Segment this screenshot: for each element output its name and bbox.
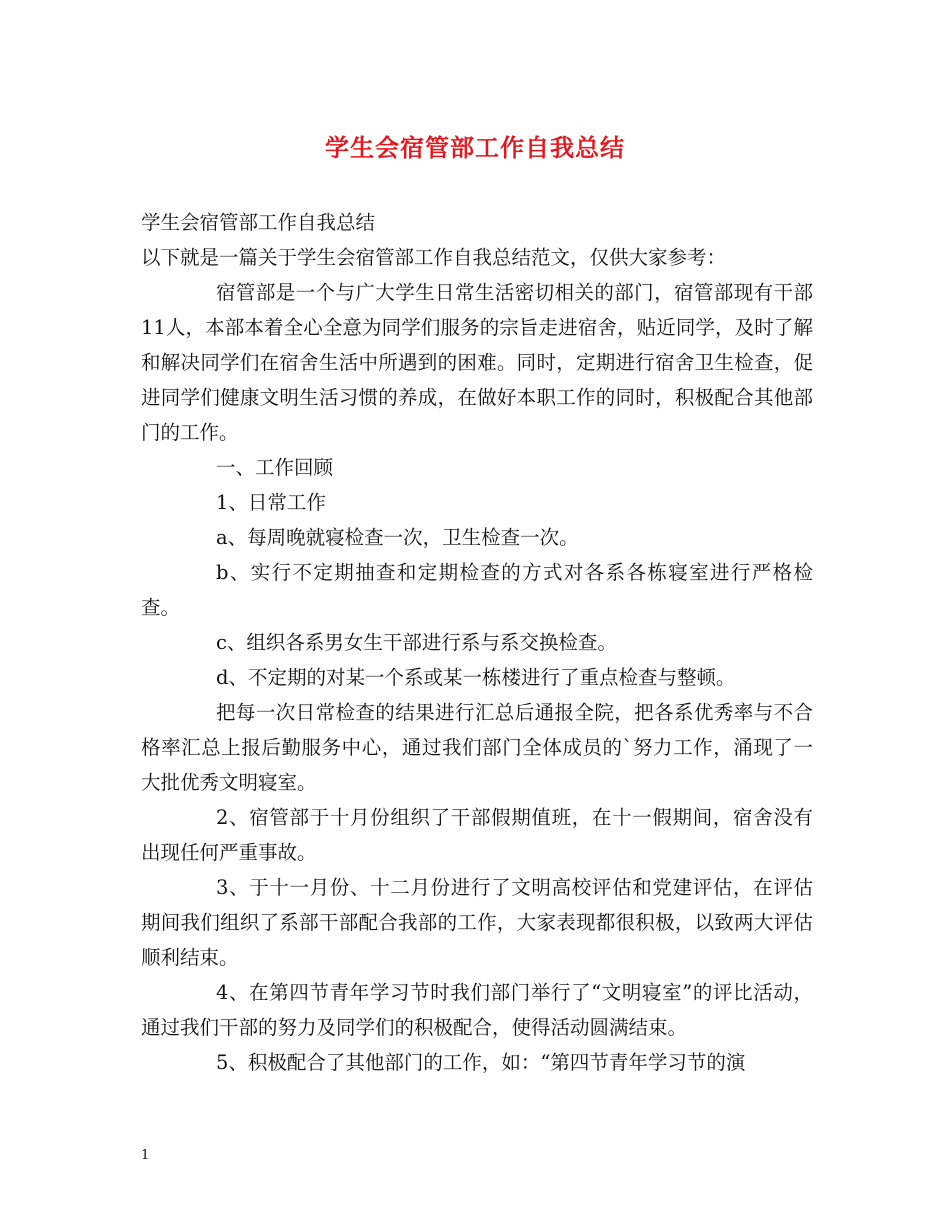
page-number: 1 [141, 1148, 150, 1163]
paragraph: 2、宿管部于十月份组织了干部假期值班，在十一假期间，宿舍没有出现任何严重事故。 [141, 806, 813, 864]
paragraph: 学生会宿管部工作自我总结 [141, 211, 376, 234]
document-body [141, 205, 813, 1080]
paragraph: 宿管部是一个与广大学生日常生活密切相关的部门，宿管部现有干部11人，本部本着全心全意为同学们服务的宗旨走进宿舍，贴近同学，及时了解和解决同学们在宿舍生活中所遇到的困难。同时，定期进行宿舍卫生检查，促进同学们健康文明生活习惯的养成，在做好本职工作的同时，积极配合其他部门的工作。 [141, 281, 813, 444]
paragraph: 3、于十一月份、十二月份进行了文明高校评估和党建评估，在评估期间我们组织了系部干部配合我部的工作，大家表现都很积极，以致两大评估顺利结束。 [141, 876, 813, 969]
paragraph: 4、在第四节青年学习节时我们部门举行了“文明寝室”的评比活动，通过我们干部的努力及同学们的积极配合，使得活动圆满结束。 [141, 981, 813, 1039]
paragraph: 一、工作回顾 [216, 456, 334, 479]
paragraph: d、不定期的对某一个系或某一栋楼进行了重点检查与整顿。 [216, 666, 736, 689]
paragraph: 5、积极配合了其他部门的工作，如：“第四节青年学习节的演 [216, 1051, 746, 1074]
paragraph: 以下就是一篇关于学生会宿管部工作自我总结范文，仅供大家参考： [141, 246, 727, 269]
document-title: 学生会宿管部工作自我总结 [325, 133, 625, 162]
paragraph: c、组织各系男女生干部进行系与系交换检查。 [216, 631, 617, 654]
paragraph: a、每周晚就寝检查一次，卫生检查一次。 [216, 526, 579, 549]
paragraph: 1、日常工作 [216, 491, 326, 514]
paragraph: b、实行不定期抽查和定期检查的方式对各系各栋寝室进行严格检查。 [141, 561, 813, 619]
paragraph: 把每一次日常检查的结果进行汇总后通报全院，把各系优秀率与不合格率汇总上报后勤服务中心，通过我们部门全体成员的`努力工作，涌现了一大批优秀文明寝室。 [141, 701, 813, 794]
